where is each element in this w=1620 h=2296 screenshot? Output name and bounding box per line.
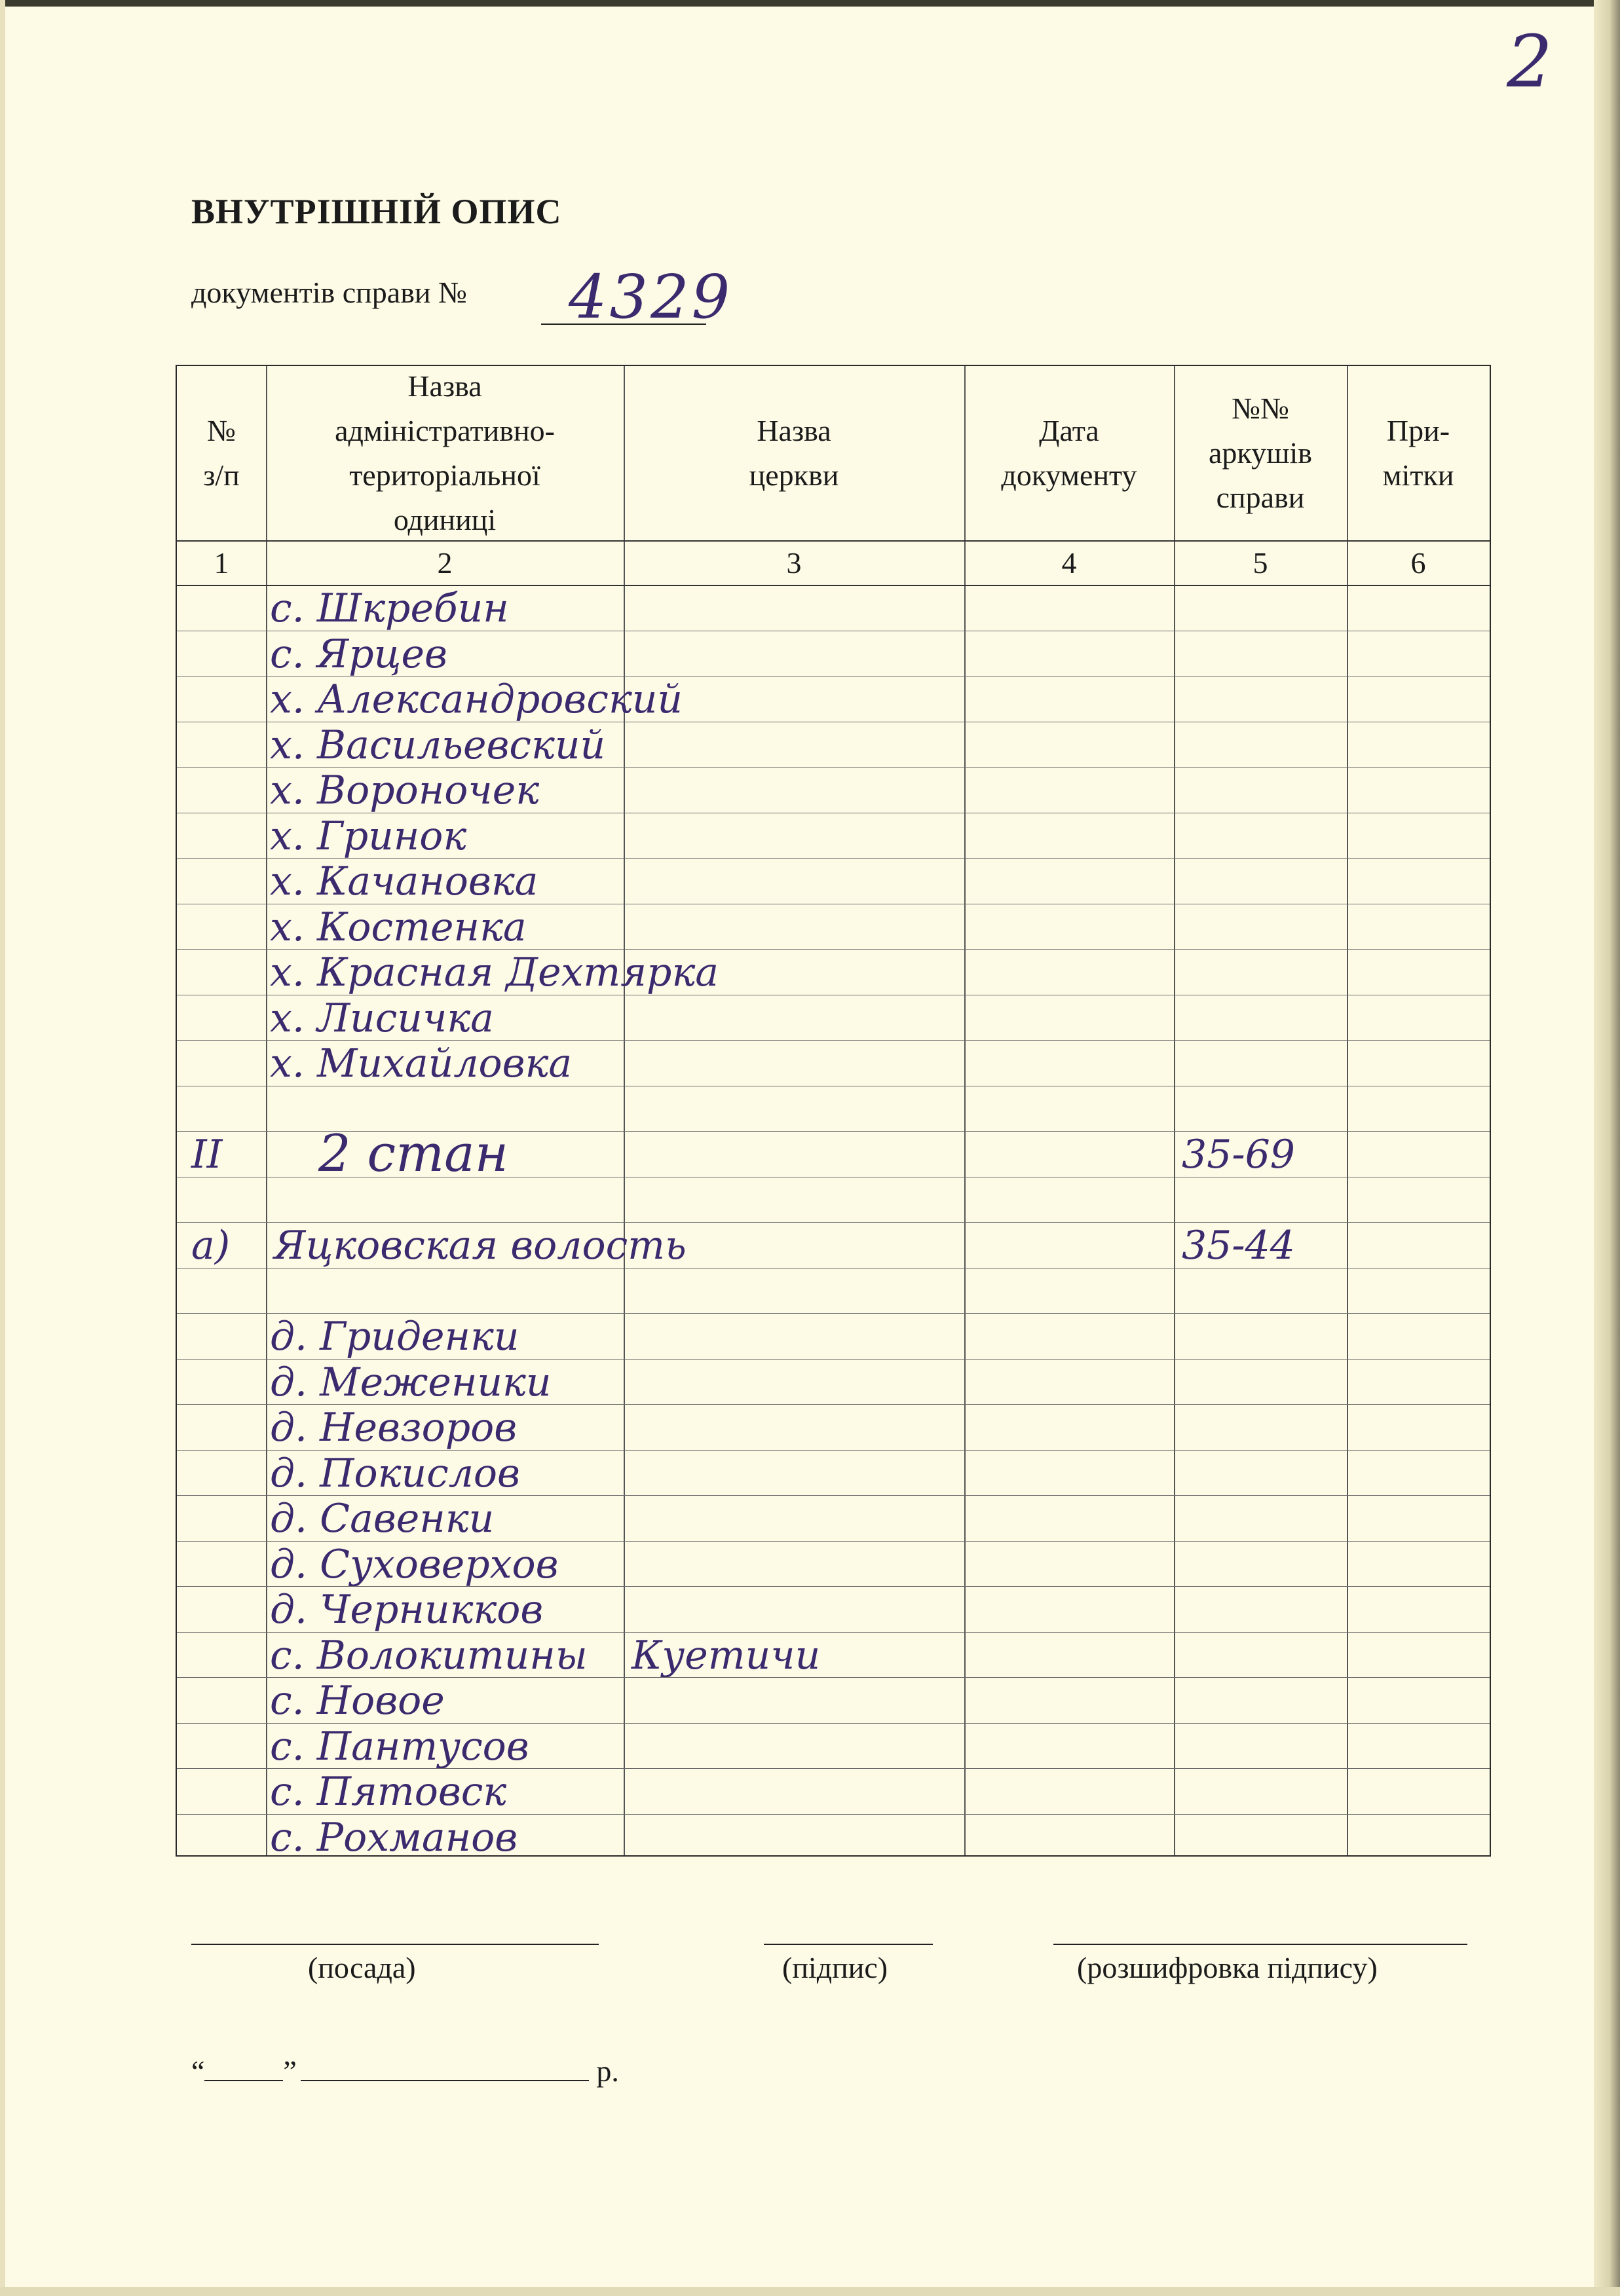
column-header-3: Назва церкви <box>749 414 839 492</box>
table-cell-unit: д. Суховерхов <box>270 1541 559 1587</box>
column-header-6: При- мітки <box>1382 414 1454 492</box>
position-line <box>191 1944 599 1945</box>
month-year-blank <box>301 2050 589 2081</box>
column-number-3: 3 <box>786 546 802 580</box>
close-quote: ” <box>283 2054 297 2088</box>
table-cell-unit: 2 стан <box>318 1124 508 1183</box>
table-cell-unit: с. Ярцев <box>270 631 447 677</box>
table-cell-unit: с. Пятовск <box>270 1769 507 1815</box>
scan-edge-top <box>0 0 1620 7</box>
decoding-label: (розшифровка підпису) <box>1077 1951 1378 1984</box>
table-cell-unit: д. Гриденки <box>270 1314 519 1360</box>
table-cell-unit: д. Покислов <box>270 1450 520 1496</box>
date-line <box>191 2050 619 2088</box>
table-cell-unit: д. Савенки <box>270 1496 495 1542</box>
column-number-6: 6 <box>1410 546 1426 580</box>
table-cell-unit: х. Михайловка <box>270 1041 573 1086</box>
signature-line <box>764 1944 933 1945</box>
column-header-1: № з/п <box>203 414 240 492</box>
scan-edge-right <box>1594 0 1620 2296</box>
document-title: ВНУТРІШНІЙ ОПИС <box>191 192 562 231</box>
table-cell-unit: х. Гринок <box>270 813 467 859</box>
column-number-4: 4 <box>1061 546 1077 580</box>
table-cell-unit: с. Новое <box>270 1678 445 1724</box>
table-cell-unit: х. Вороночек <box>270 768 540 813</box>
column-number-1: 1 <box>214 546 229 580</box>
scan-edge-left <box>0 0 5 2296</box>
table-cell-unit: х. Александровский <box>270 676 683 722</box>
page-number: 2 <box>1507 20 1553 103</box>
inventory-table <box>176 365 1491 1861</box>
year-suffix: р. <box>596 2054 619 2088</box>
table-cell-unit: д. Меженики <box>270 1359 552 1405</box>
table-cell-sheets: 35-69 <box>1182 1132 1295 1177</box>
decoding-line <box>1053 1944 1467 1945</box>
position-label: (посада) <box>308 1951 416 1984</box>
table-cell-unit: х. Костенка <box>270 904 527 950</box>
column-header-4: Дата документу <box>1001 414 1137 492</box>
table-cell-unit: с. Шкребин <box>270 585 509 631</box>
table-cell-church: Куетичи <box>631 1632 821 1678</box>
column-number-2: 2 <box>437 546 453 580</box>
table-cell-unit: Яцковская волость <box>274 1223 687 1268</box>
signature-label: (підпис) <box>782 1951 888 1984</box>
table-cell-unit: х. Красная Дехтярка <box>270 950 719 995</box>
scan-edge-bottom <box>0 2287 1620 2296</box>
table-cell-no: II <box>191 1132 223 1177</box>
table-cell-sheets: 35-44 <box>1182 1223 1295 1268</box>
table-cell-unit: с. Рохманов <box>270 1814 518 1861</box>
table-cell-unit: с. Пантусов <box>270 1723 529 1769</box>
table-cell-unit: х. Качановка <box>270 859 538 904</box>
column-number-5: 5 <box>1253 546 1268 580</box>
table-cell-no: а) <box>191 1223 231 1268</box>
table-cell-unit: д. Невзоров <box>270 1405 518 1451</box>
day-blank <box>204 2050 283 2081</box>
case-number: 4329 <box>569 262 733 332</box>
table-cell-unit: д. Черникков <box>270 1587 544 1633</box>
open-quote: “ <box>191 2054 205 2088</box>
table-cell-unit: с. Волокитины <box>270 1632 588 1678</box>
table-cell-unit: х. Васильевский <box>270 722 606 768</box>
column-header-2: Назва адміністративно- територіальної одиниці <box>335 369 555 536</box>
table-cell-unit: х. Лисичка <box>270 995 494 1041</box>
case-caption: документів справи № <box>191 276 467 309</box>
column-header-5: №№ аркушів справи <box>1208 392 1313 514</box>
